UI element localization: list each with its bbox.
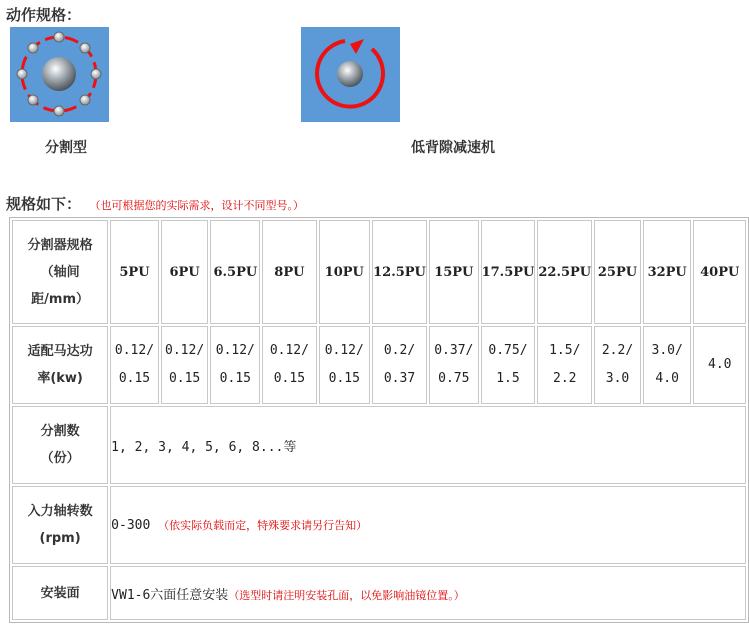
speed-note: （依实际负载而定，特殊要求请另行告知） (158, 519, 368, 532)
power-cell: 1.5/ 2.2 (537, 326, 592, 404)
mount-row-header: 安装面 (12, 566, 108, 620)
power-cell: 0.12/ 0.15 (319, 326, 370, 404)
spec-list-title: 规格如下： (6, 195, 82, 213)
model-cell: 15PU (429, 220, 479, 324)
divisions-value: 1, 2, 3, 4, 5, 6, 8...等 (110, 406, 746, 484)
model-cell: 8PU (262, 220, 316, 324)
model-row-header: 分割器规格 （轴间 距/mm） (12, 220, 108, 324)
spec-list-heading (6, 193, 304, 214)
power-cell: 0.2/ 0.37 (372, 326, 427, 404)
mount-note: （选型时请注明安装孔面，以免影响油镜位置。） (228, 588, 465, 602)
model-cell: 6.5PU (210, 220, 260, 324)
power-cell: 0.12/ 0.15 (161, 326, 209, 404)
power-cell: 2.2/ 3.0 (594, 326, 641, 404)
power-row-header: 适配马达功 率(kw) (12, 326, 108, 404)
low-backlash-reducer-image (301, 27, 400, 122)
table-row-power (12, 326, 746, 404)
table-row-mount (12, 566, 746, 620)
mount-cell (110, 566, 746, 620)
model-cell: 5PU (110, 220, 159, 324)
indexing-type-caption: 分割型 (45, 140, 87, 156)
model-cell: 32PU (643, 220, 692, 324)
model-cell: 10PU (319, 220, 370, 324)
power-cell: 4.0 (693, 326, 746, 404)
mount-value: VW1-6六面任意安装 (111, 587, 229, 603)
power-cell: 0.12/ 0.15 (210, 326, 260, 404)
power-cell: 0.12/ 0.15 (110, 326, 159, 404)
low-backlash-reducer-caption: 低背隙减速机 (411, 140, 495, 156)
model-cell: 17.5PU (481, 220, 536, 324)
model-cell: 40PU (693, 220, 746, 324)
speed-cell (110, 486, 746, 564)
power-cell: 0.37/ 0.75 (429, 326, 479, 404)
spec-table (9, 217, 749, 623)
model-cell: 12.5PU (372, 220, 427, 324)
speed-value: 0-300 (111, 518, 151, 533)
indexing-type-image (10, 27, 109, 122)
speed-row-header: 入力轴转数 (rpm) (12, 486, 108, 564)
power-cell: 0.75/ 1.5 (481, 326, 536, 404)
power-cell: 3.0/ 4.0 (643, 326, 692, 404)
rotation-arrow-icon (301, 27, 400, 122)
table-row-speed (12, 486, 746, 564)
table-row-model (12, 220, 746, 324)
spec-note: （也可根据您的实际需求，设计不同型号。） (95, 199, 305, 212)
model-cell: 25PU (594, 220, 641, 324)
indexing-dial-icon (10, 27, 109, 122)
model-cell: 22.5PU (537, 220, 592, 324)
power-cell: 0.12/ 0.15 (262, 326, 316, 404)
divisions-row-header: 分割数 （份） (12, 406, 108, 484)
motion-spec-heading: 动作规格： (6, 6, 82, 24)
table-row-divisions (12, 406, 746, 484)
model-cell: 6PU (161, 220, 209, 324)
